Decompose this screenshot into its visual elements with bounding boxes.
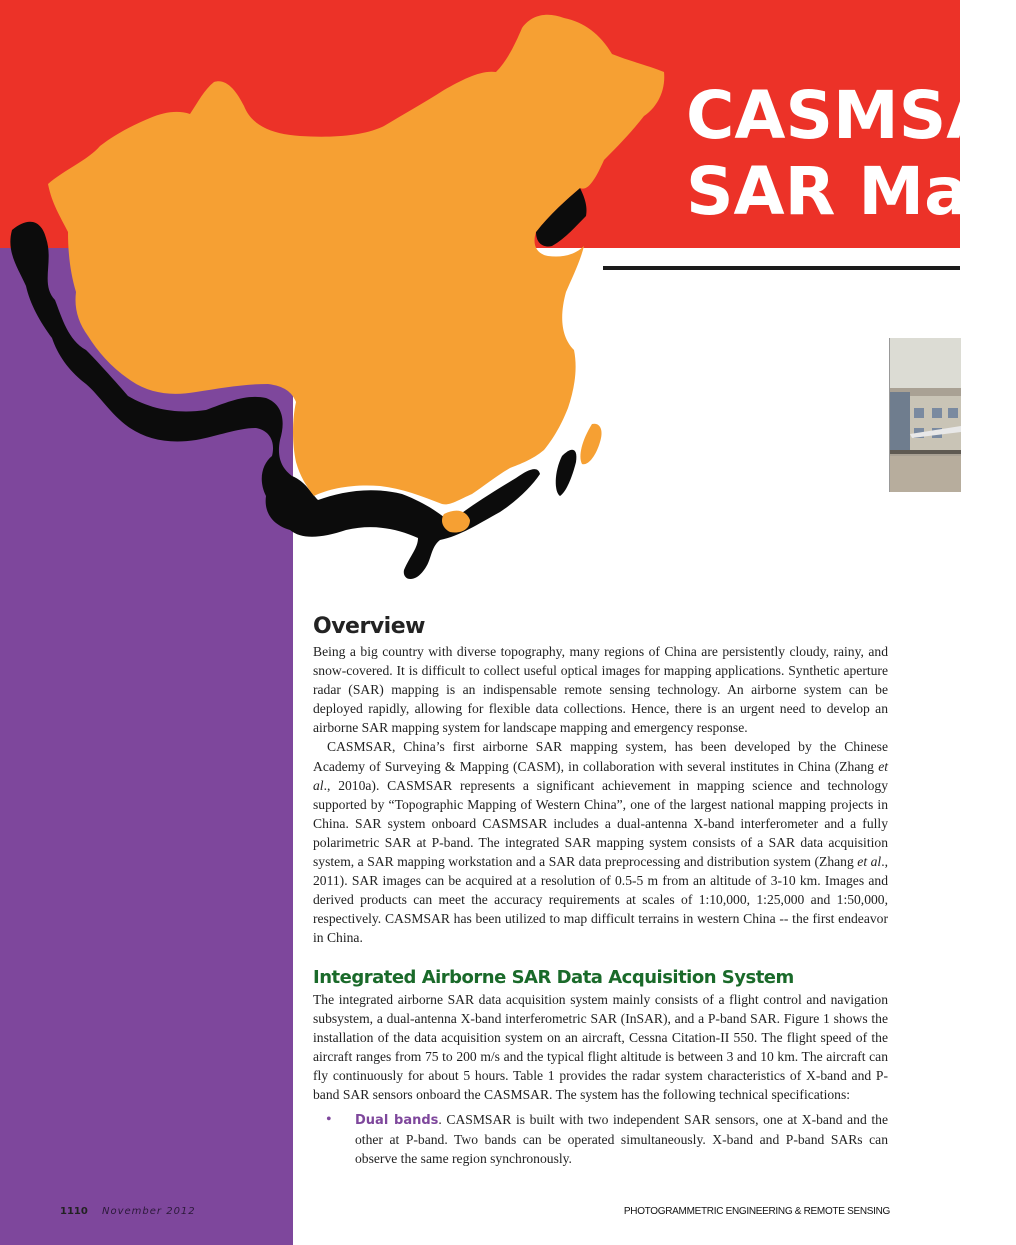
bullet-icon: •: [326, 1111, 332, 1129]
aircraft-photo: [889, 338, 961, 492]
overview-paragraph-2: [313, 737, 888, 947]
acquisition-system-paragraph: The integrated airborne SAR data acquisition system mainly consists of a flight control and navigation subsystem, a dual-antenna X-band interferometric SAR (InSAR), and a P-band SAR. Figure 1 shows the installation of the data acquisition system on an aircraft, Cessna Citation-II 550. The flight speed of the aircraft ranges from 75 to 200 m/s and the typical flight altitude is between 3 and 10 km. The aircraft can fly continuously for about 5 hours. Table 1 provides the radar system characteristics of X-band and P-band SAR sensors onboard the CASMSAR. The system has the following technical specifications:: [313, 991, 888, 1102]
issue-date: November 2012: [102, 1206, 196, 1217]
specifications-list: [313, 1110, 888, 1168]
title-line-2: SAR Map: [686, 153, 1016, 230]
article-body: [313, 612, 888, 1168]
map-islands-east: [580, 424, 601, 465]
bullet-text: . CASMSAR is built with two independent SAR sensors, one at X-band and the other at P-band. Two bands can be operated simultaneously. X-band and P-band SARs can observe the same region synchronously.: [355, 1112, 888, 1167]
overview-heading: Overview: [313, 614, 425, 639]
bullet-label: Dual bands: [355, 1113, 439, 1129]
page-number: 1110: [60, 1206, 88, 1217]
title-line-1: CASMSA: [686, 77, 998, 154]
paragraph-text: ., 2011). SAR images can be acquired at a resolution of 0.5-5 m from an altitude of 3-10 km. Images and derived products can meet the accuracy requirements at scales of 1:10,000, 1:25,000 and 1:50,000, respectively. CASMSAR has been utilized to map difficult terrains in western China -- the first endeavor in China.: [313, 854, 888, 946]
title-divider: [603, 266, 960, 270]
list-item: [313, 1110, 888, 1168]
paragraph-text: ., 2010a). CASMSAR represents a significant achievement in mapping science and technology supported by “Topographic Mapping of Western China”, one of the largest national mapping projects in China. SAR system onboard CASMSAR includes a dual-antenna X-band interferometer and a fully polarimetric SAR at P-band. The integrated SAR mapping system consists of a SAR data acquisition system, a SAR mapping workstation and a SAR data preprocessing and distribution system (Zhang: [313, 777, 888, 870]
paragraph-text: CASMSAR, China’s first airborne SAR mapping system, has been developed by the Chinese Academy of Surveying & Mapping (CASM), in collaboration with several institutes in China (Zhang: [313, 739, 888, 774]
section-heading-acquisition-system: Integrated Airborne SAR Data Acquisition System: [313, 966, 794, 988]
page-title: [686, 78, 1016, 230]
journal-name: PHOTOGRAMMETRIC ENGINEERING & REMOTE SENSING: [623, 1206, 890, 1217]
map-taiwan-island: [556, 450, 577, 496]
citation-et-al: et al: [313, 758, 888, 793]
overview-paragraph-1: Being a big country with diverse topography, many regions of China are persistently cloudy, rainy, and snow-covered. It is difficult to collect useful optical images for mapping applications. Synthetic aperture radar (SAR) mapping is an indispensable remote sensing technology. An airborne system can be deployed rapidly, allowing for flexible data collections. Hence, there is an urgent need to develop an airborne SAR mapping system for landscape mapping and emergency response.: [313, 644, 888, 736]
citation-et-al: et al: [857, 854, 882, 870]
